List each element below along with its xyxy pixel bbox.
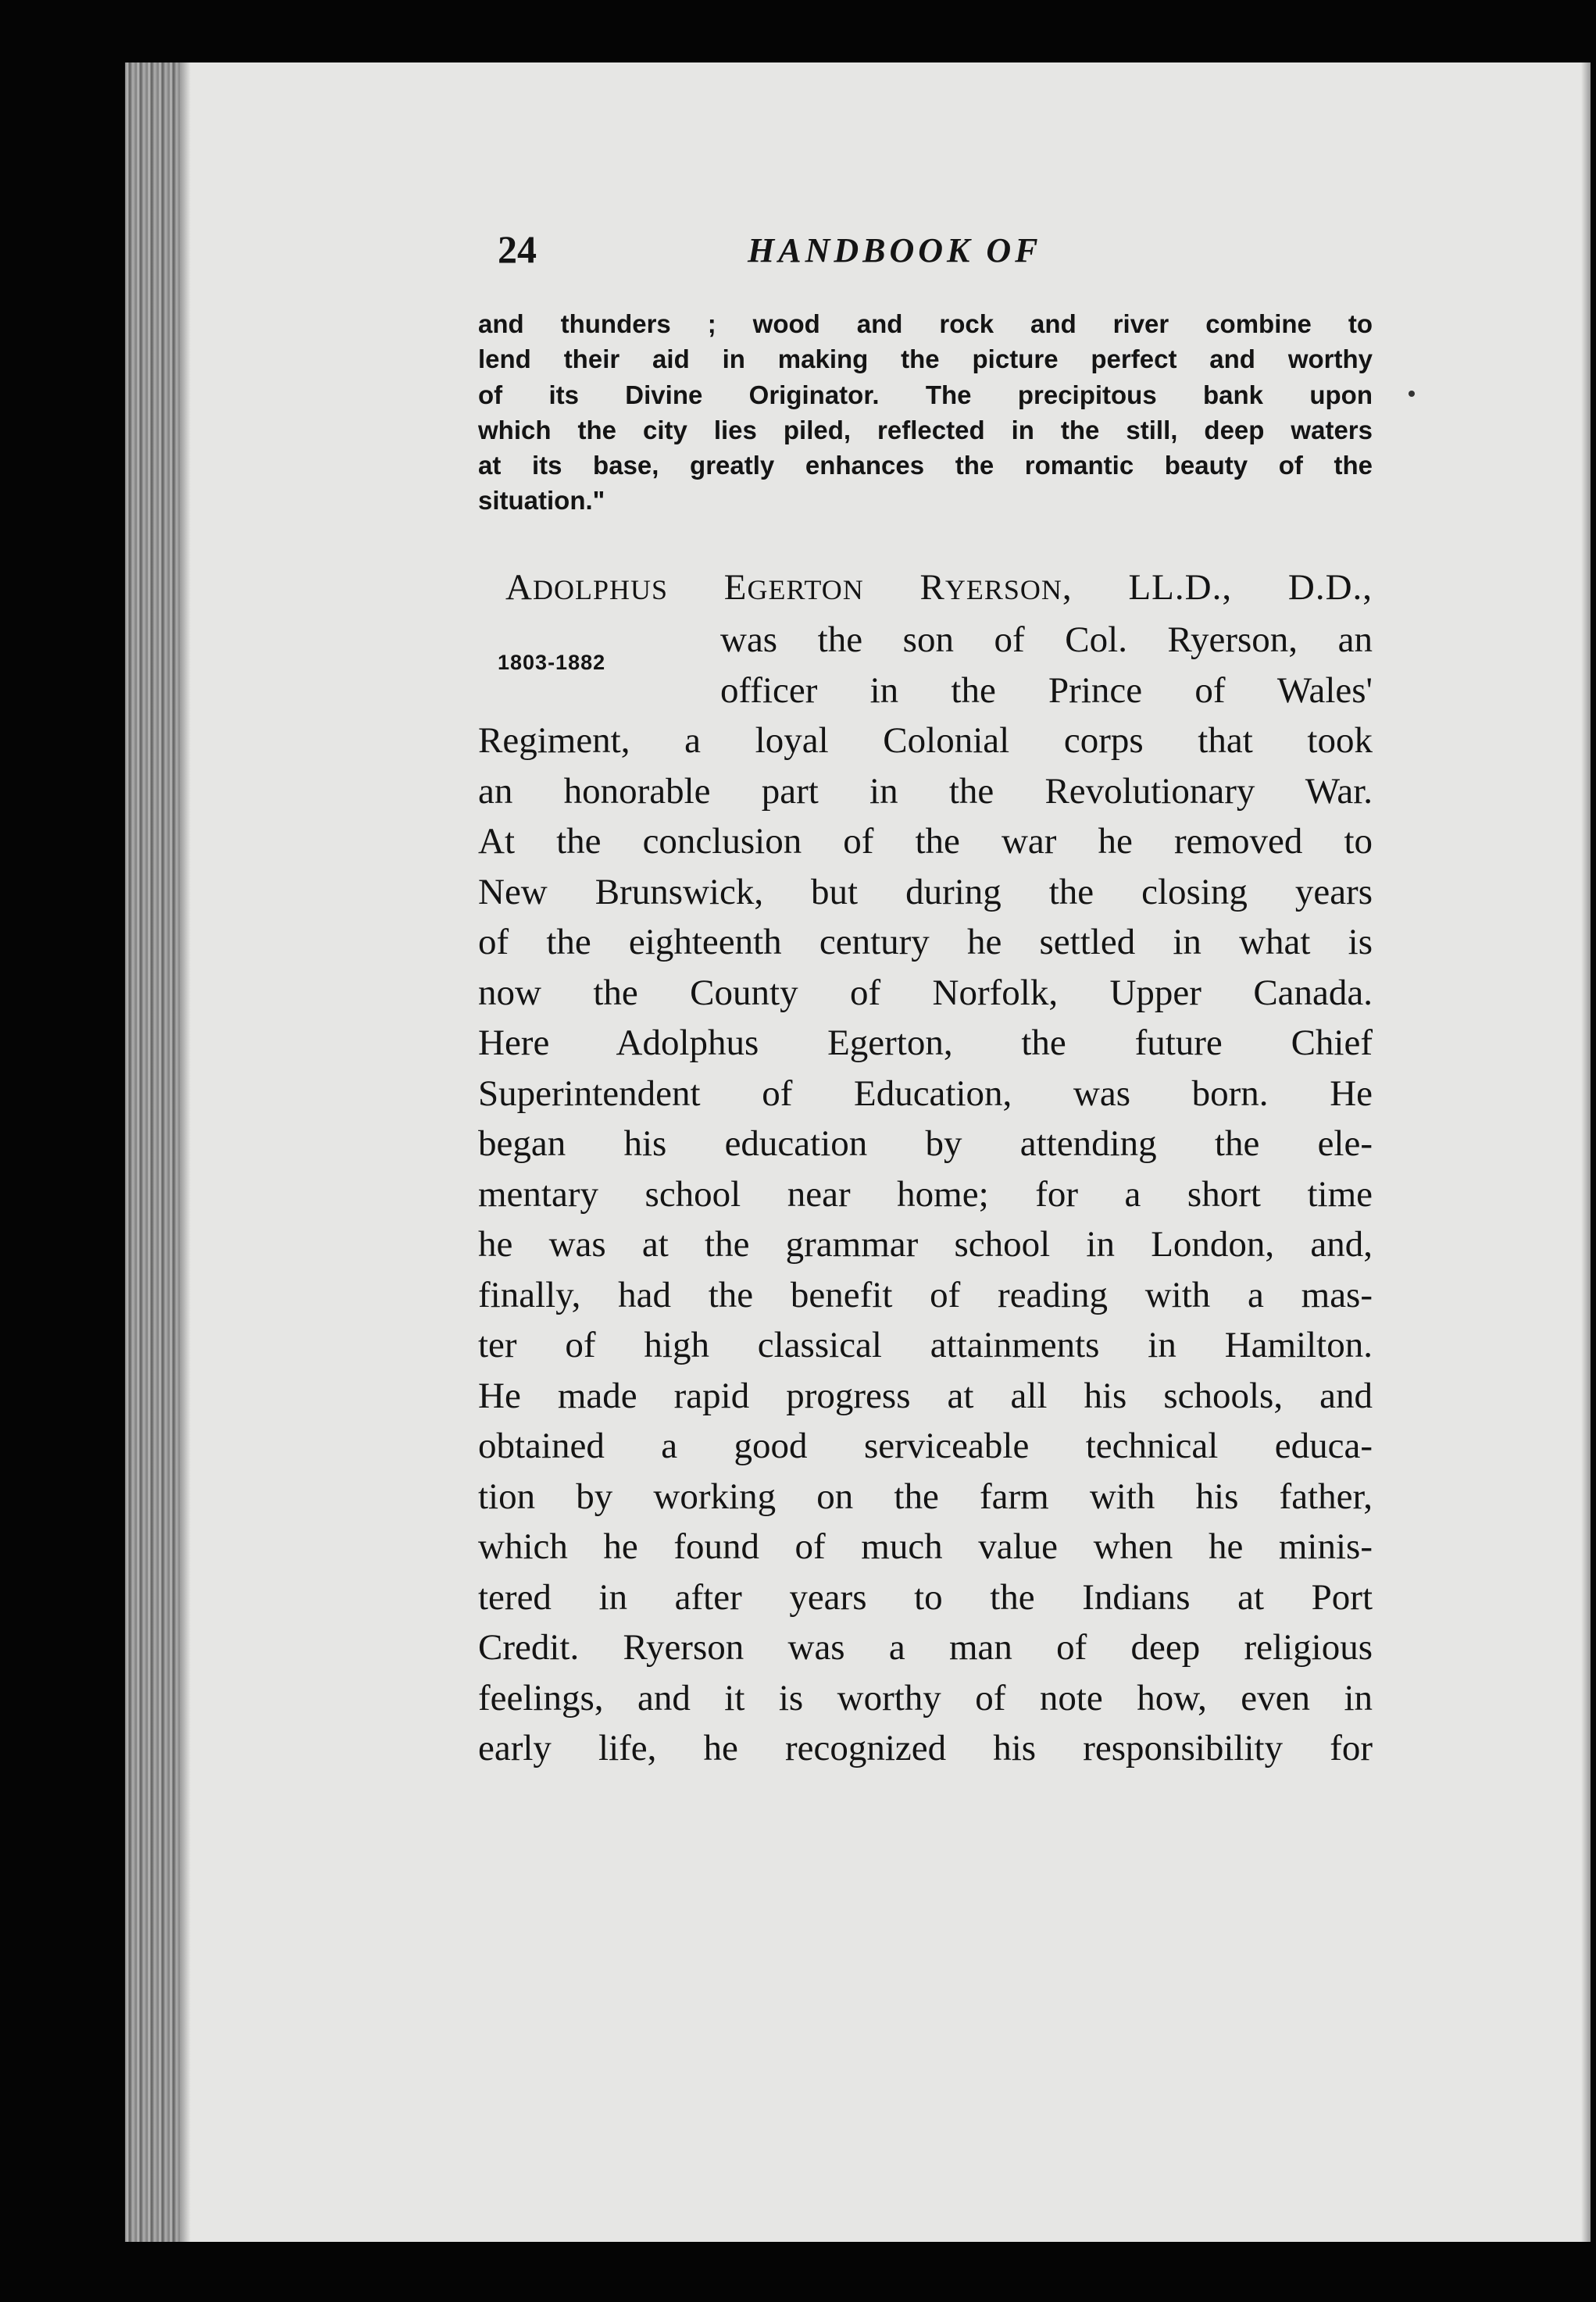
hanging-line: was the son of Col. Ryerson, an — [720, 619, 1373, 661]
body-line: an honorable part in the Revolutionary War. — [478, 770, 1373, 812]
body-line: finally, had the benefit of reading with a mas- — [478, 1274, 1373, 1315]
body-line: Here Adolphus Egerton, the future Chief — [478, 1023, 1373, 1064]
quote-line: and thunders ; wood and rock and river combine to — [478, 309, 1373, 338]
body-line: began his education by attending the ele- — [478, 1123, 1373, 1165]
heading-smallcaps: YERSON — [944, 573, 1062, 605]
hanging-line: officer in the Prince of Wales' — [720, 669, 1373, 711]
entry-heading — [478, 562, 1373, 616]
heading-initial: E — [723, 566, 748, 608]
page-header — [478, 227, 1373, 289]
body-line: which he found of much value when he minis- — [478, 1526, 1373, 1568]
heading-initial: A — [505, 566, 533, 608]
body-line: obtained a good serviceable technical educa- — [478, 1426, 1373, 1467]
book-spine — [125, 62, 180, 2242]
heading-smallcaps: DOLPHUS — [532, 573, 668, 605]
quotation-block — [478, 306, 1373, 519]
page-number: 24 — [498, 227, 537, 271]
heading-smallcaps: GERTON — [747, 573, 864, 605]
body-line: ter of high classical attainments in Hamilton. — [478, 1325, 1373, 1366]
body-line: tion by working on the farm with his father, — [478, 1476, 1373, 1517]
body-line: Regiment, a loyal Colonial corps that took — [478, 720, 1373, 762]
body-line: early life, he recognized his responsibility for — [478, 1728, 1373, 1769]
running-head: HANDBOOK OF — [748, 231, 1042, 269]
body-line: Credit. Ryerson was a man of deep religious — [478, 1627, 1373, 1669]
body-line: tered in after years to the Indians at Port — [478, 1576, 1373, 1618]
body-line: now the County of Norfolk, Upper Canada. — [478, 972, 1373, 1013]
body-line: New Brunswick, but during the closing years — [478, 871, 1373, 912]
body-line: Superintendent of Education, was born. He — [478, 1072, 1373, 1114]
margin-speck — [1409, 391, 1415, 397]
life-dates: 1803-1882 — [498, 650, 606, 674]
quote-line: lend their aid in making the picture perfect and worthy — [478, 344, 1373, 374]
heading-degrees: , LL.D., D.D., — [1062, 566, 1373, 608]
quote-line: at its base, greatly enhances the romantic beauty of the — [478, 451, 1373, 480]
quote-line: which the city lies piled, reflected in the still, deep waters — [478, 415, 1373, 444]
quote-line: situation." — [478, 486, 605, 516]
text-block — [478, 227, 1373, 1774]
body-line: At the conclusion of the war he removed to — [478, 821, 1373, 862]
gutter-shadow — [180, 62, 191, 2242]
page-edge — [1581, 62, 1591, 2242]
body-line: of the eighteenth century he settled in what is — [478, 922, 1373, 963]
body-line: feelings, and it is worthy of note how, even in — [478, 1677, 1373, 1718]
body-line: He made rapid progress at all his schools, and — [478, 1375, 1373, 1416]
heading-initial: R — [919, 566, 945, 608]
body-line: mentary school near home; for a short time — [478, 1173, 1373, 1215]
biography-entry — [478, 562, 1373, 1774]
body-line: he was at the grammar school in London, and, — [478, 1224, 1373, 1265]
quote-line: of its Divine Originator. The precipitous bank upon — [478, 380, 1373, 409]
